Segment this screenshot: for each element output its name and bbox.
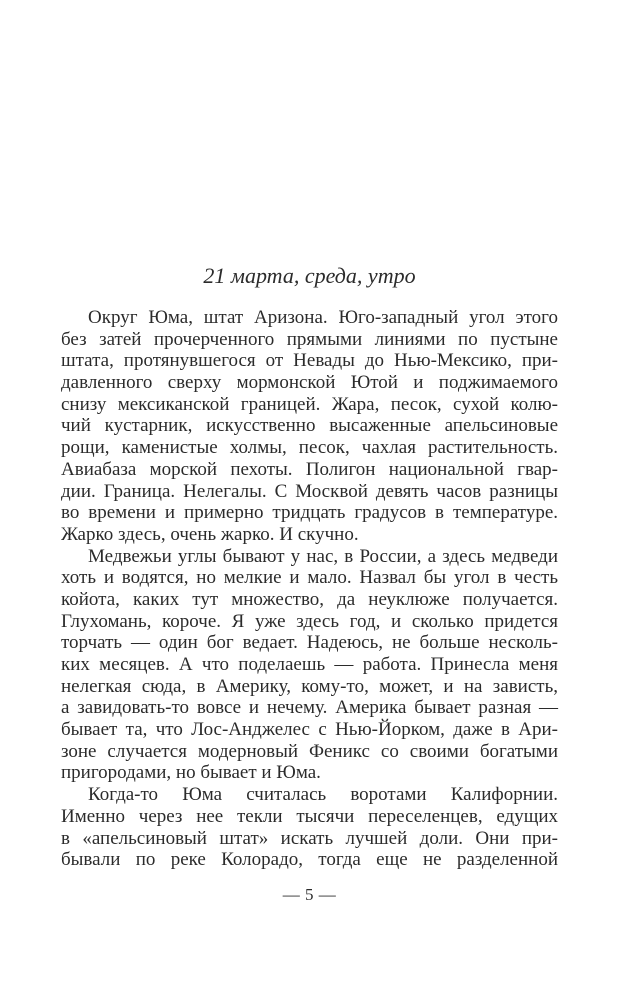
- text-line: а завидовать-то вовсе и нечему. Америка бывает разная —: [61, 697, 558, 719]
- chapter-date-heading: 21 марта, среда, утро: [203, 263, 416, 288]
- text-line: торчать — один бог ведает. Надеюсь, не больше несколь-: [61, 632, 558, 654]
- text-line: в «апельсиновый штат» искать лучшей доли. Они при-: [61, 827, 558, 849]
- text-line: бывали по реке Колорадо, тогда еще не разделенной: [61, 849, 558, 871]
- text-line: койота, каких тут множество, да неуклюже получается.: [61, 588, 558, 610]
- text-line: Глухомань, короче. Я уже здесь год, и сколько придется: [61, 610, 558, 632]
- text-line: Именно через нее текли тысячи переселенцев, едущих: [61, 805, 558, 827]
- text-line: Жарко здесь, очень жарко. И скучно.: [61, 523, 359, 545]
- paragraph: [61, 784, 558, 871]
- text-line: Авиабаза морской пехоты. Полигон национальной гвар-: [61, 458, 558, 480]
- text-line: ких месяцев. А что поделаешь — работа. Принесла меня: [61, 654, 558, 675]
- text-line: давленного сверху мормонской Ютой и поджимаемого: [61, 372, 558, 394]
- text-line: Округ Юма, штат Аризона. Юго-западный угол этого: [88, 307, 558, 328]
- text-line: бывает та, что Лос-Анджелес с Нью-Йорком, даже в Ари-: [61, 719, 558, 741]
- text-line: чий кустарник, искусственно высаженные апельсиновые: [61, 415, 558, 437]
- text-line: без затей прочерченного прямыми линиями по пустыне: [61, 328, 558, 350]
- text-line: во времени и примерно тридцать градусов в температуре.: [61, 502, 558, 524]
- text-line: штата, протянувшегося от Невады до Нью-Мексико, при-: [61, 350, 558, 372]
- body-text: [61, 307, 558, 871]
- text-line: Медвежьи углы бывают у нас, в России, а здесь медведи: [88, 545, 558, 567]
- text-line: Когда-то Юма считалась воротами Калифорнии.: [88, 784, 558, 806]
- text-line: снизу мексиканской границей. Жара, песок, сухой колю-: [61, 393, 558, 415]
- text-line: нелегкая сюда, в Америку, кому-то, может, и на зависть,: [61, 675, 558, 697]
- text-line: дии. Граница. Нелегалы. С Москвой девять часов разницы: [61, 480, 558, 502]
- paragraph: [61, 546, 558, 785]
- paragraph: [61, 307, 558, 546]
- page-number: — 5 —: [282, 885, 337, 904]
- text-line: хоть и водятся, но мелкие и мало. Назвал бы угол в честь: [61, 567, 558, 589]
- text-line: зоне случается модерновый Феникс со своими богатыми: [61, 740, 558, 762]
- text-line: рощи, каменистые холмы, песок, чахлая растительность.: [61, 437, 558, 459]
- text-line: пригородами, но бывает и Юма.: [61, 762, 321, 784]
